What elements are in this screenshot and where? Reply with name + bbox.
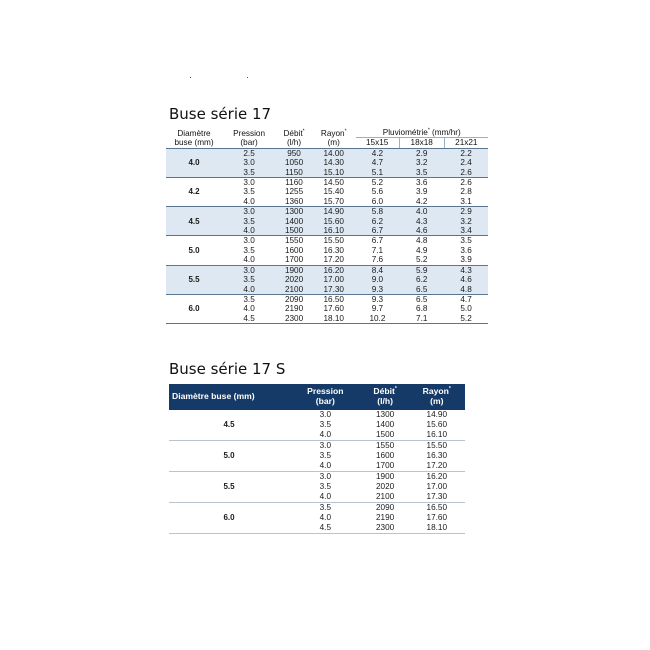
p2-value: 5.2 <box>416 255 428 265</box>
p3-value: 3.5 <box>460 236 472 246</box>
pression-value: 3.0 <box>243 158 255 168</box>
debit-value: 1900 <box>284 265 304 275</box>
rayon-value: 15.10 <box>323 167 344 177</box>
rayon-value: 16.20 <box>323 265 344 275</box>
p1-value: 8.4 <box>371 265 384 275</box>
pression-cell <box>289 410 362 441</box>
debit-value: 1700 <box>284 255 304 265</box>
p1-value: 9.0 <box>371 275 384 285</box>
pression-value: 3.5 <box>319 451 332 461</box>
table-row <box>169 472 465 503</box>
rayon-value: 16.10 <box>426 430 448 440</box>
pression-value: 2.5 <box>243 148 255 158</box>
p3-value: 5.2 <box>460 313 472 323</box>
pression-value: 4.5 <box>319 523 332 533</box>
rayon-value: 17.60 <box>426 513 448 523</box>
pression-cell <box>222 178 276 207</box>
p1-value: 6.2 <box>371 216 384 226</box>
pression-value: 3.5 <box>243 167 255 177</box>
rayon-cell <box>312 148 356 177</box>
series17s-table <box>169 384 465 534</box>
p1-value: 9.3 <box>371 294 384 304</box>
pression-value: 3.0 <box>243 236 255 246</box>
diameter-cell: 4.2 <box>166 178 222 207</box>
diameter-cell: 5.0 <box>169 441 289 472</box>
pression-value: 3.0 <box>319 472 332 482</box>
header-15x15: 15x15 <box>356 138 400 148</box>
pression-cell <box>289 441 362 472</box>
debit-value: 1150 <box>285 167 303 177</box>
debit-cell <box>276 265 312 294</box>
rayon-value: 16.10 <box>323 226 344 236</box>
pression-value: 3.5 <box>319 503 332 513</box>
debit-cell <box>276 294 312 323</box>
pression-value: 3.5 <box>243 187 255 197</box>
debit-value: 2100 <box>284 284 304 294</box>
diameter-cell: 4.5 <box>166 207 222 236</box>
debit-value: 1600 <box>284 245 304 255</box>
p2-value: 2.9 <box>416 148 428 158</box>
debit-value: 2020 <box>375 482 395 492</box>
rayon-cell <box>409 410 465 441</box>
p2-value: 4.2 <box>416 196 428 206</box>
pression-value: 3.0 <box>319 410 332 420</box>
debit-cell <box>362 503 409 534</box>
pression-value: 3.0 <box>243 265 255 275</box>
table-row <box>166 178 488 207</box>
rayon-value: 16.20 <box>426 472 448 482</box>
table-row <box>169 441 465 472</box>
p1-value: 6.7 <box>371 236 384 246</box>
p2-cell <box>399 236 444 265</box>
p2-cell <box>399 148 444 177</box>
p2-value: 4.9 <box>416 245 428 255</box>
pression-cell <box>222 294 276 323</box>
pression-value: 3.5 <box>243 275 255 285</box>
header-debit: Débit* (l/h) <box>362 384 409 410</box>
diameter-cell: 4.5 <box>169 410 289 441</box>
pression-value: 4.0 <box>319 461 332 471</box>
p1-value: 7.6 <box>371 255 384 265</box>
rayon-value: 15.60 <box>323 216 344 226</box>
rayon-cell <box>312 178 356 207</box>
pression-cell <box>222 265 276 294</box>
header-rayon: Rayon* (m) <box>409 384 465 410</box>
p1-value: 4.2 <box>371 148 384 158</box>
p2-value: 3.5 <box>416 167 428 177</box>
debit-value: 1550 <box>284 236 304 246</box>
pression-value: 4.0 <box>243 226 255 236</box>
pression-value: 4.0 <box>243 284 255 294</box>
pression-value: 4.0 <box>319 513 332 523</box>
p3-value: 2.6 <box>460 178 472 188</box>
rayon-value: 17.00 <box>426 482 448 492</box>
p2-value: 3.6 <box>416 178 428 188</box>
p2-value: 6.8 <box>416 304 428 314</box>
pression-value: 3.0 <box>319 441 332 451</box>
rayon-cell <box>409 441 465 472</box>
table-row <box>166 236 488 265</box>
debit-value: 1300 <box>284 207 304 217</box>
rayon-value: 17.60 <box>323 304 344 314</box>
pression-value: 4.0 <box>243 196 255 206</box>
rayon-value: 17.20 <box>426 461 448 471</box>
pression-value: 3.5 <box>319 482 332 492</box>
p3-value: 3.2 <box>460 216 472 226</box>
pression-cell <box>289 472 362 503</box>
rayon-value: 14.00 <box>323 148 344 158</box>
table-row <box>169 410 465 441</box>
p1-cell <box>356 236 400 265</box>
table-row <box>166 207 488 236</box>
p3-value: 2.4 <box>460 158 472 168</box>
stray-mark: · <box>246 72 249 82</box>
p3-cell <box>444 294 488 323</box>
p1-value: 10.2 <box>369 313 386 323</box>
debit-value: 1700 <box>375 461 395 471</box>
p1-cell <box>356 178 400 207</box>
table-row <box>169 503 465 534</box>
p2-cell <box>399 294 444 323</box>
p1-cell <box>356 148 400 177</box>
p2-value: 6.5 <box>416 294 428 304</box>
diameter-cell: 5.5 <box>166 265 222 294</box>
rayon-value: 18.10 <box>426 523 448 533</box>
debit-value: 2090 <box>284 294 304 304</box>
p2-value: 6.5 <box>416 284 428 294</box>
p1-cell <box>356 294 400 323</box>
debit-cell <box>276 207 312 236</box>
debit-value: 2300 <box>284 313 304 323</box>
p1-value: 5.6 <box>371 187 384 197</box>
pression-value: 4.0 <box>243 304 255 314</box>
debit-value: 2190 <box>375 513 395 523</box>
rayon-value: 15.60 <box>426 420 448 430</box>
debit-value: 2020 <box>284 275 304 285</box>
p2-cell <box>399 178 444 207</box>
p3-cell <box>444 265 488 294</box>
pression-value: 3.5 <box>319 420 332 430</box>
debit-value: 1400 <box>375 420 395 430</box>
diameter-cell: 5.5 <box>169 472 289 503</box>
p3-value: 5.0 <box>460 304 472 314</box>
p1-cell <box>356 265 400 294</box>
header-pression: Pression (bar) <box>289 384 362 410</box>
p3-cell <box>444 207 488 236</box>
rayon-cell <box>409 503 465 534</box>
pression-value: 3.5 <box>243 216 255 226</box>
debit-value: 2190 <box>284 304 304 314</box>
debit-cell <box>362 441 409 472</box>
series17s-title: Buse série 17 S <box>169 360 286 378</box>
rayon-value: 14.90 <box>323 207 344 217</box>
rayon-value: 16.50 <box>426 503 448 513</box>
rayon-value: 15.50 <box>426 441 448 451</box>
p1-value: 9.7 <box>371 304 384 314</box>
p3-value: 4.8 <box>460 284 472 294</box>
p3-value: 4.7 <box>460 294 472 304</box>
rayon-value: 15.50 <box>323 236 344 246</box>
debit-value: 1600 <box>375 451 395 461</box>
p2-value: 4.3 <box>416 216 428 226</box>
p2-value: 3.9 <box>416 187 428 197</box>
p2-value: 5.9 <box>416 265 428 275</box>
rayon-value: 16.30 <box>323 245 344 255</box>
header-21x21: 21x21 <box>444 138 488 148</box>
rayon-value: 17.00 <box>323 275 344 285</box>
p1-value: 4.7 <box>371 158 384 168</box>
header-diametre: Diamètre buse (mm) <box>166 126 222 148</box>
pression-value: 3.5 <box>243 245 255 255</box>
p1-value: 9.3 <box>371 284 384 294</box>
debit-cell <box>362 410 409 441</box>
pression-cell <box>222 207 276 236</box>
pression-cell <box>222 236 276 265</box>
debit-value: 1255 <box>284 187 304 197</box>
series17-table <box>166 126 488 324</box>
debit-cell <box>362 472 409 503</box>
p2-value: 4.6 <box>416 226 428 236</box>
p2-value: 6.2 <box>416 275 428 285</box>
debit-value: 2300 <box>375 523 395 533</box>
header-debit: Débit* (l/h) <box>276 126 312 148</box>
rayon-value: 15.40 <box>323 187 344 197</box>
p1-value: 6.0 <box>371 196 384 206</box>
debit-value: 1400 <box>284 216 304 226</box>
rayon-value: 18.10 <box>323 313 344 323</box>
diameter-cell: 4.0 <box>166 148 222 177</box>
p3-value: 2.6 <box>460 167 472 177</box>
debit-cell <box>276 178 312 207</box>
p3-value: 2.2 <box>460 148 472 158</box>
debit-value: 1500 <box>284 226 304 236</box>
debit-value: 1550 <box>375 441 395 451</box>
rayon-value: 14.90 <box>426 410 448 420</box>
p3-cell <box>444 236 488 265</box>
debit-value: 1900 <box>375 472 395 482</box>
debit-value: 1050 <box>284 158 304 168</box>
rayon-value: 17.20 <box>323 255 344 265</box>
diameter-cell: 5.0 <box>166 236 222 265</box>
p3-value: 3.6 <box>460 245 472 255</box>
pression-value: 4.0 <box>319 492 332 502</box>
p1-cell <box>356 207 400 236</box>
p1-value: 6.7 <box>371 226 384 236</box>
rayon-cell <box>312 294 356 323</box>
pression-value: 3.0 <box>243 207 255 217</box>
header-pression: Pression (bar) <box>222 126 276 148</box>
table-row <box>166 265 488 294</box>
p2-value: 7.1 <box>416 313 428 323</box>
pression-value: 3.0 <box>243 178 255 188</box>
series17-title: Buse série 17 <box>169 105 272 123</box>
debit-value: 2100 <box>375 492 395 502</box>
rayon-value: 17.30 <box>323 284 344 294</box>
pression-value: 4.0 <box>243 255 255 265</box>
p3-value: 3.1 <box>460 196 472 206</box>
debit-value: 1160 <box>285 178 303 188</box>
p1-value: 7.1 <box>371 245 384 255</box>
pression-value: 3.5 <box>243 294 255 304</box>
p1-value: 5.1 <box>371 167 384 177</box>
p3-cell <box>444 178 488 207</box>
p1-value: 5.2 <box>371 178 384 188</box>
p1-value: 5.8 <box>371 207 384 217</box>
rayon-value: 14.50 <box>323 178 344 188</box>
p2-value: 4.8 <box>416 236 428 246</box>
p2-value: 3.2 <box>416 158 428 168</box>
diameter-cell: 6.0 <box>169 503 289 534</box>
rayon-value: 16.50 <box>323 294 344 304</box>
rayon-value: 16.30 <box>426 451 448 461</box>
pression-cell <box>289 503 362 534</box>
pression-value: 4.0 <box>319 430 332 440</box>
p3-value: 2.9 <box>460 207 472 217</box>
stray-mark: · <box>189 72 192 82</box>
rayon-value: 15.70 <box>323 196 344 206</box>
p3-value: 3.9 <box>460 255 472 265</box>
pression-value: 4.5 <box>243 313 255 323</box>
debit-cell <box>276 148 312 177</box>
rayon-cell <box>312 236 356 265</box>
debit-value: 1360 <box>284 196 304 206</box>
p3-value: 4.6 <box>460 275 472 285</box>
header-18x18: 18x18 <box>399 138 444 148</box>
p3-value: 3.4 <box>460 226 472 236</box>
header-diametre: Diamètre buse (mm) <box>169 384 289 410</box>
pression-cell <box>222 148 276 177</box>
debit-value: 2090 <box>375 503 395 513</box>
rayon-cell <box>409 472 465 503</box>
rayon-cell <box>312 207 356 236</box>
table-row <box>166 148 488 177</box>
debit-value: 1300 <box>375 410 395 420</box>
debit-value: 1500 <box>375 430 395 440</box>
diameter-cell: 6.0 <box>166 294 222 323</box>
debit-value: 950 <box>287 148 301 158</box>
header-pluviometrie: Pluviométrie* (mm/hr) <box>382 127 461 137</box>
p3-value: 4.3 <box>460 265 472 275</box>
table-row <box>166 294 488 323</box>
p3-cell <box>444 148 488 177</box>
p2-value: 4.0 <box>416 207 428 217</box>
rayon-cell <box>312 265 356 294</box>
p3-value: 2.8 <box>460 187 472 197</box>
rayon-value: 14.30 <box>323 158 344 168</box>
rayon-value: 17.30 <box>426 492 448 502</box>
header-rayon: Rayon* (m) <box>312 126 356 148</box>
p2-cell <box>399 265 444 294</box>
debit-cell <box>276 236 312 265</box>
p2-cell <box>399 207 444 236</box>
